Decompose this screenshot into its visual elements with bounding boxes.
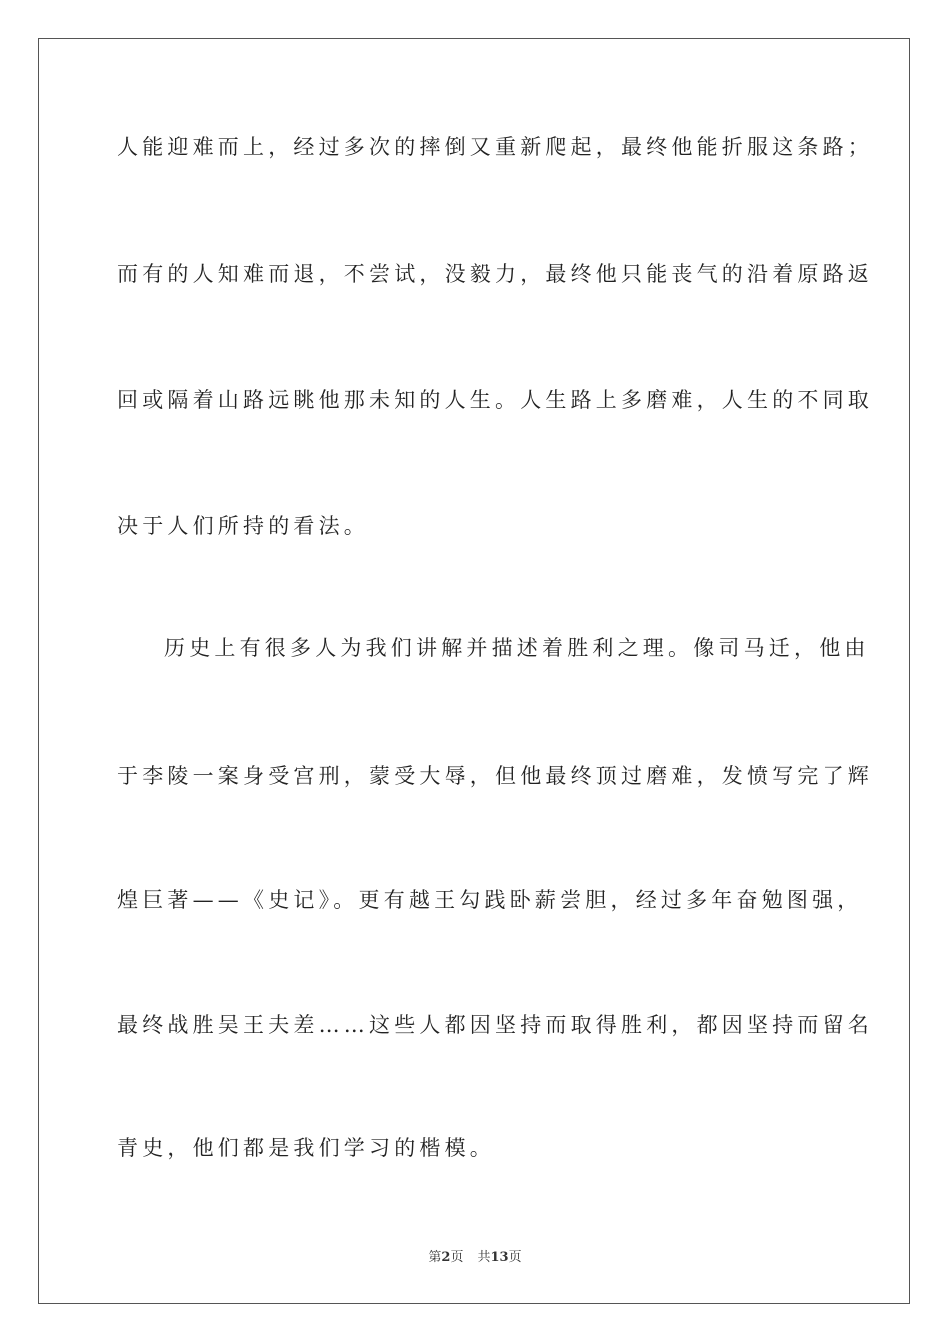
footer-page-number: 2 [441, 1250, 451, 1265]
body-line-7: 煌巨著——《史记》。更有越王勾践卧薪尝胆，经过多年奋勉图强， [117, 888, 863, 912]
footer-total-prefix: 共 [477, 1250, 491, 1265]
body-line-3: 回或隔着山路远眺他那未知的人生。人生路上多磨难，人生的不同取 [117, 388, 873, 412]
body-line-1: 人能迎难而上，经过多次的摔倒又重新爬起，最终他能折服这条路； [117, 135, 873, 159]
page-border [38, 38, 910, 1304]
body-line-6: 于李陵一案身受宫刑，蒙受大辱，但他最终顶过磨难，发愤写完了辉 [117, 764, 873, 788]
body-line-2: 而有的人知难而退，不尝试，没毅力，最终他只能丧气的沿着原路返 [117, 262, 873, 286]
footer-total-suffix: 页 [508, 1250, 522, 1265]
body-line-5-paragraph-start: 历史上有很多人为我们讲解并描述着胜利之理。像司马迁，他由 [164, 636, 870, 660]
footer-page-suffix: 页 [450, 1250, 464, 1265]
body-line-9: 青史，他们都是我们学习的楷模。 [117, 1136, 495, 1160]
body-line-4: 决于人们所持的看法。 [117, 514, 369, 538]
footer-page-prefix: 第 [428, 1250, 442, 1265]
footer-total-pages: 13 [490, 1250, 509, 1265]
page-footer [0, 1246, 950, 1265]
body-line-8: 最终战胜吴王夫差……这些人都因坚持而取得胜利，都因坚持而留名 [117, 1013, 873, 1037]
